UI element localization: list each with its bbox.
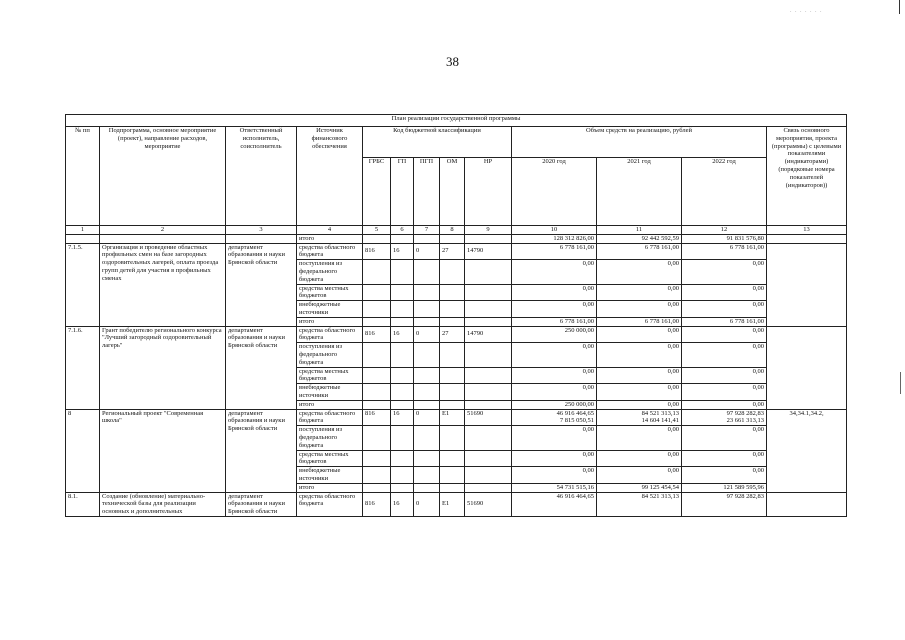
amount-2020: 0,00	[512, 450, 597, 467]
col-index: 12	[682, 226, 767, 235]
amount-2021: 92 442 592,59	[597, 234, 682, 243]
header-link: Связь основного мероприятия, проекта (программы) с целевыми показателями (индикаторами) (порядковые номера показателей (индикаторов))	[767, 127, 847, 226]
code-nr: 14790	[465, 326, 512, 343]
source-label: внебюджетные источники	[297, 467, 363, 484]
scan-artifact: . . . . . . .	[790, 8, 823, 14]
source-label: внебюджетные источники	[297, 384, 363, 401]
amount-2021: 0,00	[597, 384, 682, 401]
row-number: 7.1.5.	[66, 243, 100, 326]
col-index: 1	[66, 226, 100, 235]
amount-2020: 54 731 515,16	[512, 483, 597, 492]
amount-2021	[597, 409, 682, 426]
amount-2022: 0,00	[682, 450, 767, 467]
header-subprogram: Подпрограмма, основное мероприятие (проект), направление расходов, мероприятие	[100, 127, 226, 226]
code-nr: 51690	[465, 492, 512, 516]
amount-2021: 0,00	[597, 343, 682, 367]
code-gp: 16	[391, 326, 414, 343]
code-om: 27	[440, 326, 465, 343]
code-om: 27	[440, 243, 465, 260]
col-index: 4	[297, 226, 363, 235]
amount-2022: 0,00	[682, 301, 767, 318]
source-label: поступления из федерального бюджета	[297, 343, 363, 367]
source-label: итого	[297, 317, 363, 326]
source-label: средства местных бюджетов	[297, 450, 363, 467]
header-num: № пп	[66, 127, 100, 226]
amount-2021: 0,00	[597, 260, 682, 284]
col-index: 9	[465, 226, 512, 235]
amount-2022: 0,00	[682, 284, 767, 301]
amount-2020	[512, 409, 597, 426]
header-source: Источник финансового обеспечения	[297, 127, 363, 226]
amount-2022: 91 831 576,80	[682, 234, 767, 243]
code-grbs: 816	[363, 409, 391, 426]
col-index: 10	[512, 226, 597, 235]
col-index: 5	[363, 226, 391, 235]
code-grbs: 816	[363, 243, 391, 260]
header-nr: НР	[465, 158, 512, 226]
edge-mark	[900, 372, 901, 394]
col-index: 2	[100, 226, 226, 235]
amount-2021: 0,00	[597, 301, 682, 318]
code-gp: 16	[391, 409, 414, 426]
amount-2020: 250 000,00	[512, 326, 597, 343]
amount-2020: 0,00	[512, 426, 597, 450]
indicator-link: 34,34.1,34.2,	[767, 409, 847, 492]
amount-2022: 0,00	[682, 326, 767, 343]
activity-name: Грант победителю регионального конкурса "Лучший загородный оздоровительный лагерь"	[100, 326, 226, 409]
amount-value: 84 521 313,13	[641, 409, 679, 417]
amount-2022: 0,00	[682, 384, 767, 401]
amount-2022: 0,00	[682, 343, 767, 367]
amount-2020: 6 778 161,00	[512, 243, 597, 260]
header-pgp: ПГП	[414, 158, 440, 226]
amount-2020: 0,00	[512, 260, 597, 284]
activity-name: Организация и проведение областных профильных смен на базе загородных оздоровительных лагерей, оплата проезда групп детей для участия в профильных сменах	[100, 243, 226, 326]
responsible: департамент образования и науки Брянской области	[226, 409, 297, 492]
code-nr: 14790	[465, 243, 512, 260]
code-nr: 51690	[465, 409, 512, 426]
code-pgp: 0	[414, 326, 440, 343]
amount-2022: 6 778 161,00	[682, 317, 767, 326]
amount-2022: 0,00	[682, 400, 767, 409]
col-index: 8	[440, 226, 465, 235]
code-grbs: 816	[363, 492, 391, 516]
code-gp: 16	[391, 492, 414, 516]
source-label: средства областного бюджета	[297, 492, 363, 516]
amount-2022: 97 928 282,83	[682, 492, 767, 516]
row-number: 8.1.	[66, 492, 100, 516]
header-gp: ГП	[391, 158, 414, 226]
amount-2021: 0,00	[597, 367, 682, 384]
edge-mark	[899, 0, 900, 14]
amount-2021: 0,00	[597, 426, 682, 450]
responsible: департамент образования и науки Брянской области	[226, 492, 297, 516]
code-pgp: 0	[414, 243, 440, 260]
amount-value: 46 916 464,65	[556, 409, 594, 417]
header-om: ОМ	[440, 158, 465, 226]
code-pgp: 0	[414, 492, 440, 516]
program-plan-table	[65, 114, 847, 517]
amount-2020: 0,00	[512, 384, 597, 401]
responsible: департамент образования и науки Брянской области	[226, 326, 297, 409]
source-label: средства областного бюджета	[297, 243, 363, 260]
code-om: E1	[440, 492, 465, 516]
source-label: средства местных бюджетов	[297, 367, 363, 384]
header-2022: 2022 год	[682, 158, 767, 226]
amount-2022	[682, 409, 767, 426]
header-responsible: Ответственный исполнитель, соисполнитель	[226, 127, 297, 226]
amount-2021: 0,00	[597, 400, 682, 409]
source-label: поступления из федерального бюджета	[297, 426, 363, 450]
amount-2022: 0,00	[682, 467, 767, 484]
amount-value: 14 604 141,41	[641, 417, 679, 425]
source-label: средства областного бюджета	[297, 326, 363, 343]
source-label: внебюджетные источники	[297, 301, 363, 318]
amount-value: 23 661 313,13	[726, 417, 764, 425]
amount-2022: 0,00	[682, 260, 767, 284]
code-gp: 16	[391, 243, 414, 260]
source-label: итого	[297, 400, 363, 409]
col-index: 11	[597, 226, 682, 235]
amount-value: 7 815 050,51	[559, 417, 594, 425]
source-label: средства местных бюджетов	[297, 284, 363, 301]
amount-2022: 0,00	[682, 367, 767, 384]
amount-2020: 6 778 161,00	[512, 317, 597, 326]
amount-2022: 0,00	[682, 426, 767, 450]
amount-2021: 0,00	[597, 284, 682, 301]
amount-2021: 0,00	[597, 467, 682, 484]
amount-2020: 0,00	[512, 467, 597, 484]
amount-2020: 0,00	[512, 301, 597, 318]
col-index: 6	[391, 226, 414, 235]
amount-2021: 6 778 161,00	[597, 317, 682, 326]
amount-2021: 99 125 454,54	[597, 483, 682, 492]
source-label: поступления из федерального бюджета	[297, 260, 363, 284]
source-label: итого	[297, 234, 363, 243]
amount-2020: 46 916 464,65	[512, 492, 597, 516]
amount-2021: 0,00	[597, 450, 682, 467]
row-number: 8	[66, 409, 100, 492]
responsible: департамент образования и науки Брянской области	[226, 243, 297, 326]
col-index: 7	[414, 226, 440, 235]
activity-name: Создание (обновление) материально-технической базы для реализации основных и дополнительных	[100, 492, 226, 516]
header-budget-code: Код бюджетной классификации	[363, 127, 512, 158]
amount-value: 97 928 282,83	[726, 409, 764, 417]
amount-2021: 84 521 313,13	[597, 492, 682, 516]
header-volume: Объем средств на реализацию, рублей	[512, 127, 767, 158]
amount-2020: 0,00	[512, 367, 597, 384]
header-2020: 2020 год	[512, 158, 597, 226]
page-number: 38	[446, 54, 459, 69]
amount-2020: 250 000,00	[512, 400, 597, 409]
source-label: средства областного бюджета	[297, 409, 363, 426]
amount-2021: 0,00	[597, 326, 682, 343]
amount-2020: 0,00	[512, 343, 597, 367]
amount-2022: 121 589 595,96	[682, 483, 767, 492]
code-om: E1	[440, 409, 465, 426]
code-pgp: 0	[414, 409, 440, 426]
amount-2021: 6 778 161,00	[597, 243, 682, 260]
row-number: 7.1.6.	[66, 326, 100, 409]
header-grbs: ГРБС	[363, 158, 391, 226]
activity-name: Региональный проект "Современная школа"	[100, 409, 226, 492]
source-label: итого	[297, 483, 363, 492]
table-title: План реализации государственной программы	[66, 115, 847, 127]
amount-2020: 0,00	[512, 284, 597, 301]
col-index: 13	[767, 226, 847, 235]
header-2021: 2021 год	[597, 158, 682, 226]
amount-2022: 6 778 161,00	[682, 243, 767, 260]
code-grbs: 816	[363, 326, 391, 343]
col-index: 3	[226, 226, 297, 235]
amount-2020: 128 312 826,00	[512, 234, 597, 243]
